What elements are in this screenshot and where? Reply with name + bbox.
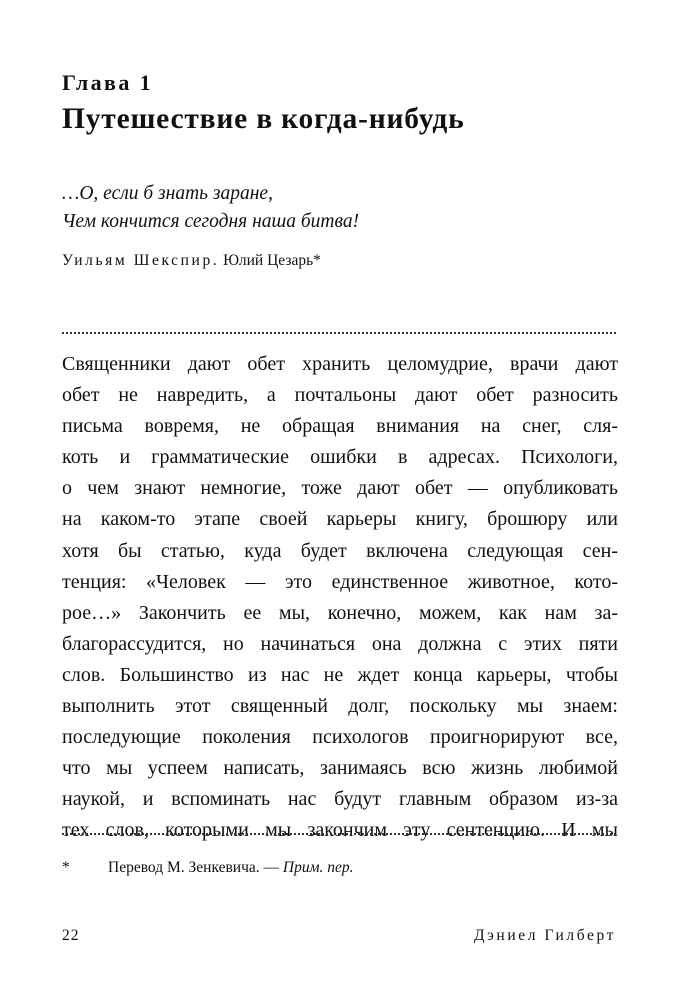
body-line: что мы успеем написать, занимаясь всю жизнь любимой xyxy=(62,757,618,780)
footnote-note: Прим. пер. xyxy=(282,859,354,876)
body-line: на каком-то этапе своей карьеры книгу, брошюру или xyxy=(62,508,618,531)
footnote-body: Перевод М. Зенкевича. — xyxy=(108,859,283,876)
footnote-mark: * xyxy=(62,859,70,876)
body-text xyxy=(62,349,618,847)
body-line: Священники дают обет хранить целомудрие, врачи дают xyxy=(62,353,618,375)
footnote-text xyxy=(108,857,353,879)
epigraph-attribution xyxy=(62,250,321,272)
chapter-label: Глава 1 xyxy=(62,70,154,95)
chapter-title: Путешествие в когда-нибудь xyxy=(62,103,465,135)
running-head-author: Дэниел Гилберт xyxy=(474,927,616,944)
dotted-divider-top xyxy=(62,332,616,334)
page-number: 22 xyxy=(62,927,80,944)
body-line: письма вовремя, не обращая внимания на снег, сля- xyxy=(62,415,618,438)
body-line: благорассудится, но начинаться она должна с этих пяти xyxy=(62,632,618,655)
body-line: обет не навредить, а почтальоны дают обет разносить xyxy=(62,384,618,407)
body-line: тенция: «Человек — это единственное животное, кото- xyxy=(62,570,618,593)
body-line: хотя бы статью, куда будет включена следующая сен- xyxy=(62,539,618,562)
body-line: коть и грамматические ошибки в адресах. Психологи, xyxy=(62,446,618,469)
dotted-divider-bottom xyxy=(62,833,616,835)
body-line: рое…» Закончить ее мы, конечно, можем, как нам за- xyxy=(62,601,618,624)
epigraph-line: Чем кончится сегодня наша битва! xyxy=(62,211,360,232)
epigraph xyxy=(62,180,359,236)
body-line: о чем знают немногие, тоже дают обет — опубликовать xyxy=(62,477,618,500)
epigraph-work: Юлий Цезарь* xyxy=(219,252,321,269)
body-line: слов. Большинство из нас не ждет конца карьеры, чтобы xyxy=(62,663,618,686)
body-line: выполнить этот священный долг, поскольку мы знаем: xyxy=(62,695,618,718)
body-line: наукой, и вспоминать нас будут главным образом из-за xyxy=(62,788,618,811)
epigraph-author: Уильям Шекспир. xyxy=(62,252,220,269)
body-line: последующие поколения психологов проигнорируют все, xyxy=(62,726,618,749)
epigraph-line: …О, если б знать заране, xyxy=(62,183,273,204)
body-line: тех слов, которыми мы закончим эту сентенцию. И мы xyxy=(62,819,618,842)
